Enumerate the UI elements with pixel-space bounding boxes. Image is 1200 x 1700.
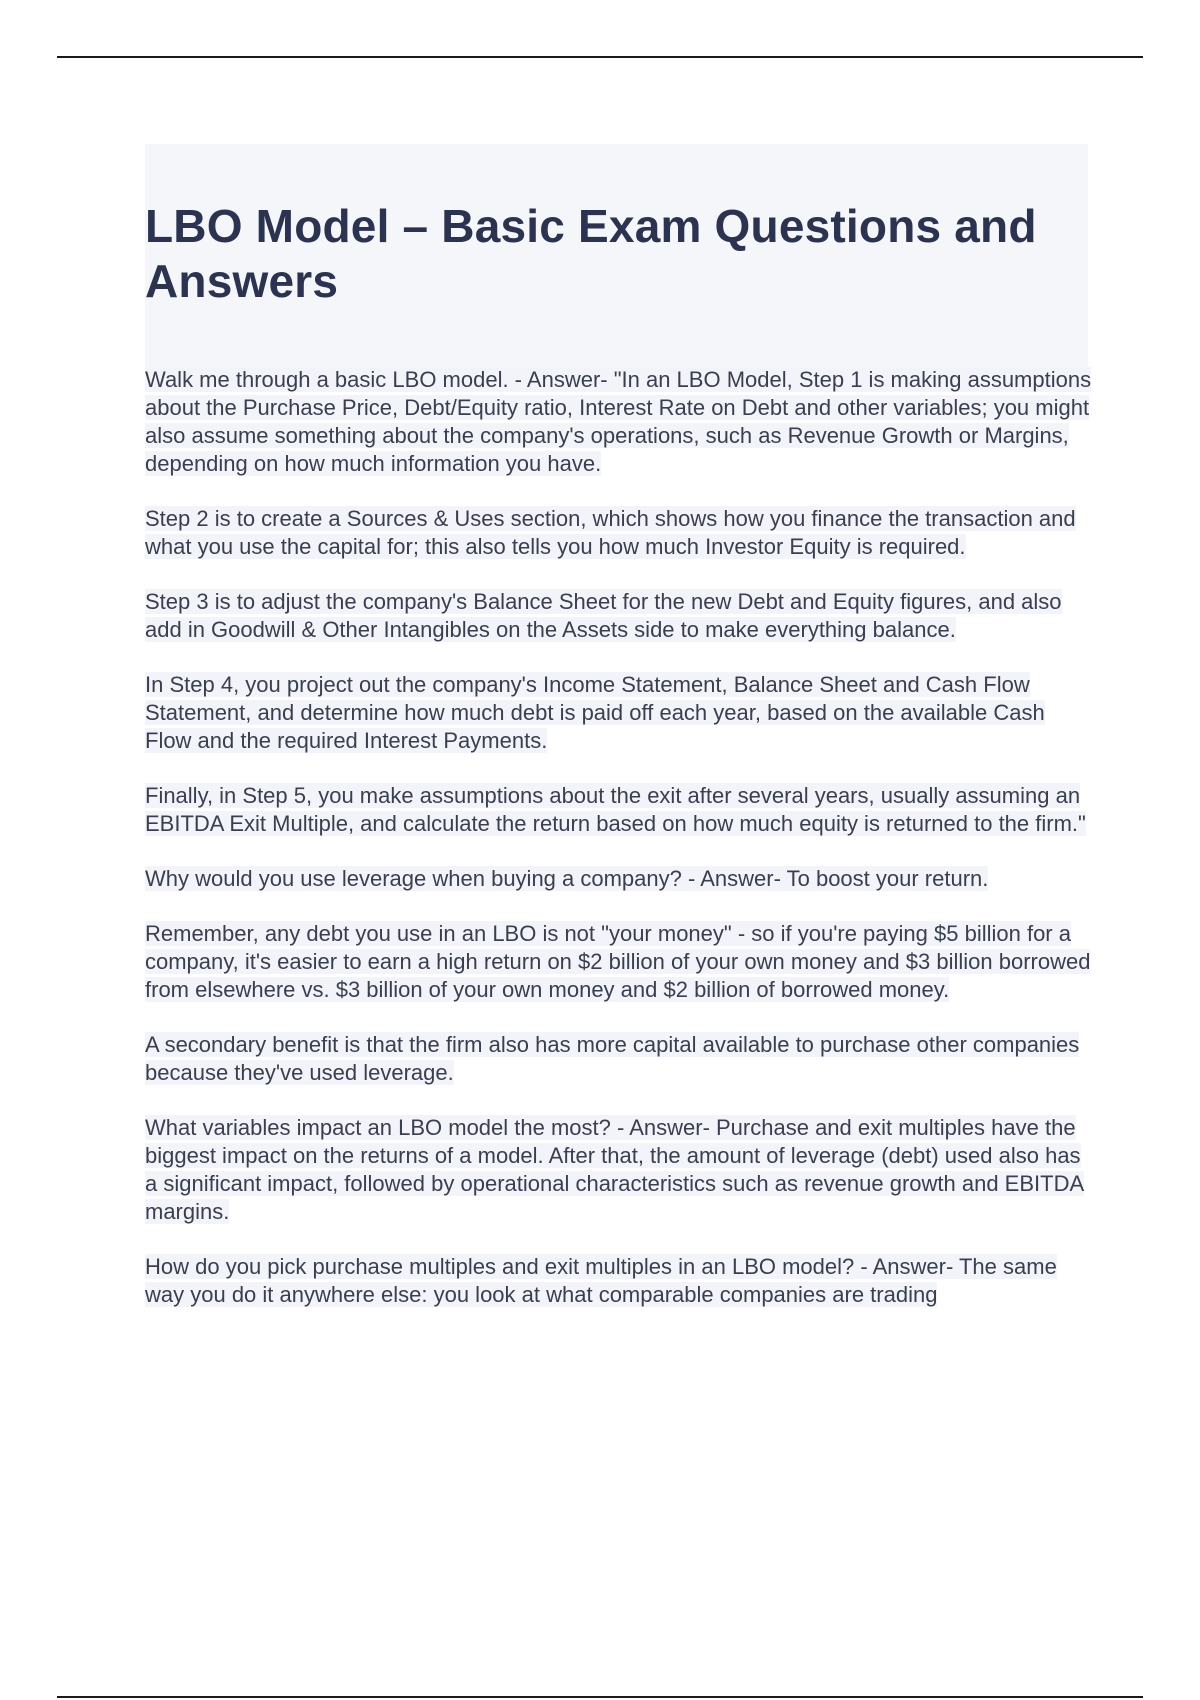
- paragraph-7-text: Remember, any debt you use in an LBO is not "your money" - so if you're paying $5 billion for a company, it's easier to earn a high return on $2 billion of your own money and $3 billion borrowed from elsewhere vs. $3 billion of your own money and $2 billion of borrowed money.: [145, 921, 1091, 1002]
- paragraph-10-text: How do you pick purchase multiples and exit multiples in an LBO model? - Answer- The same way you do it anywhere else: you look at what comparable companies are trading: [145, 1254, 1057, 1307]
- paragraph-3-text: Step 3 is to adjust the company's Balance Sheet for the new Debt and Equity figures, and also add in Goodwill & Other Intangibles on the Assets side to make everything balance.: [145, 589, 1062, 642]
- paragraph-2-text: Step 2 is to create a Sources & Uses section, which shows how you finance the transaction and what you use the capital for; this also tells you how much Investor Equity is required.: [145, 506, 1076, 559]
- document-body: [145, 366, 1095, 1336]
- paragraph-7: [145, 920, 1095, 1004]
- paragraph-10: [145, 1253, 1095, 1309]
- paragraph-3: [145, 588, 1095, 644]
- bottom-divider: [57, 1696, 1143, 1698]
- paragraph-6-text: Why would you use leverage when buying a company? - Answer- To boost your return.: [145, 866, 989, 891]
- paragraph-9-text: What variables impact an LBO model the most? - Answer- Purchase and exit multiples have the biggest impact on the returns of a model. After that, the amount of leverage (debt) used also has a significant impact, followed by operational characteristics such as revenue growth and EBITDA margins.: [145, 1115, 1085, 1224]
- paragraph-5: [145, 782, 1095, 838]
- paragraph-5-text: Finally, in Step 5, you make assumptions about the exit after several years, usually assuming an EBITDA Exit Multiple, and calculate the return based on how much equity is returned to the firm.": [145, 783, 1086, 836]
- top-divider: [57, 56, 1143, 58]
- paragraph-1-text: Walk me through a basic LBO model. - Answer- "In an LBO Model, Step 1 is making assumptions about the Purchase Price, Debt/Equity ratio, Interest Rate on Debt and other variables; you might also assume something about the company's operations, such as Revenue Growth or Margins, depending on how much information you have.: [145, 367, 1092, 476]
- paragraph-2: [145, 505, 1095, 561]
- paragraph-6: [145, 865, 1095, 893]
- paragraph-4-text: In Step 4, you project out the company's Income Statement, Balance Sheet and Cash Flow Statement, and determine how much debt is paid off each year, based on the available Cash Flow and the required Interest Payments.: [145, 672, 1045, 753]
- paragraph-4: [145, 671, 1095, 755]
- paragraph-1: [145, 366, 1095, 478]
- paragraph-8: [145, 1031, 1095, 1087]
- page-title: LBO Model – Basic Exam Questions and Answers: [145, 200, 1037, 307]
- paragraph-9: [145, 1114, 1095, 1226]
- paragraph-8-text: A secondary benefit is that the firm also has more capital available to purchase other companies because they've used leverage.: [145, 1032, 1080, 1085]
